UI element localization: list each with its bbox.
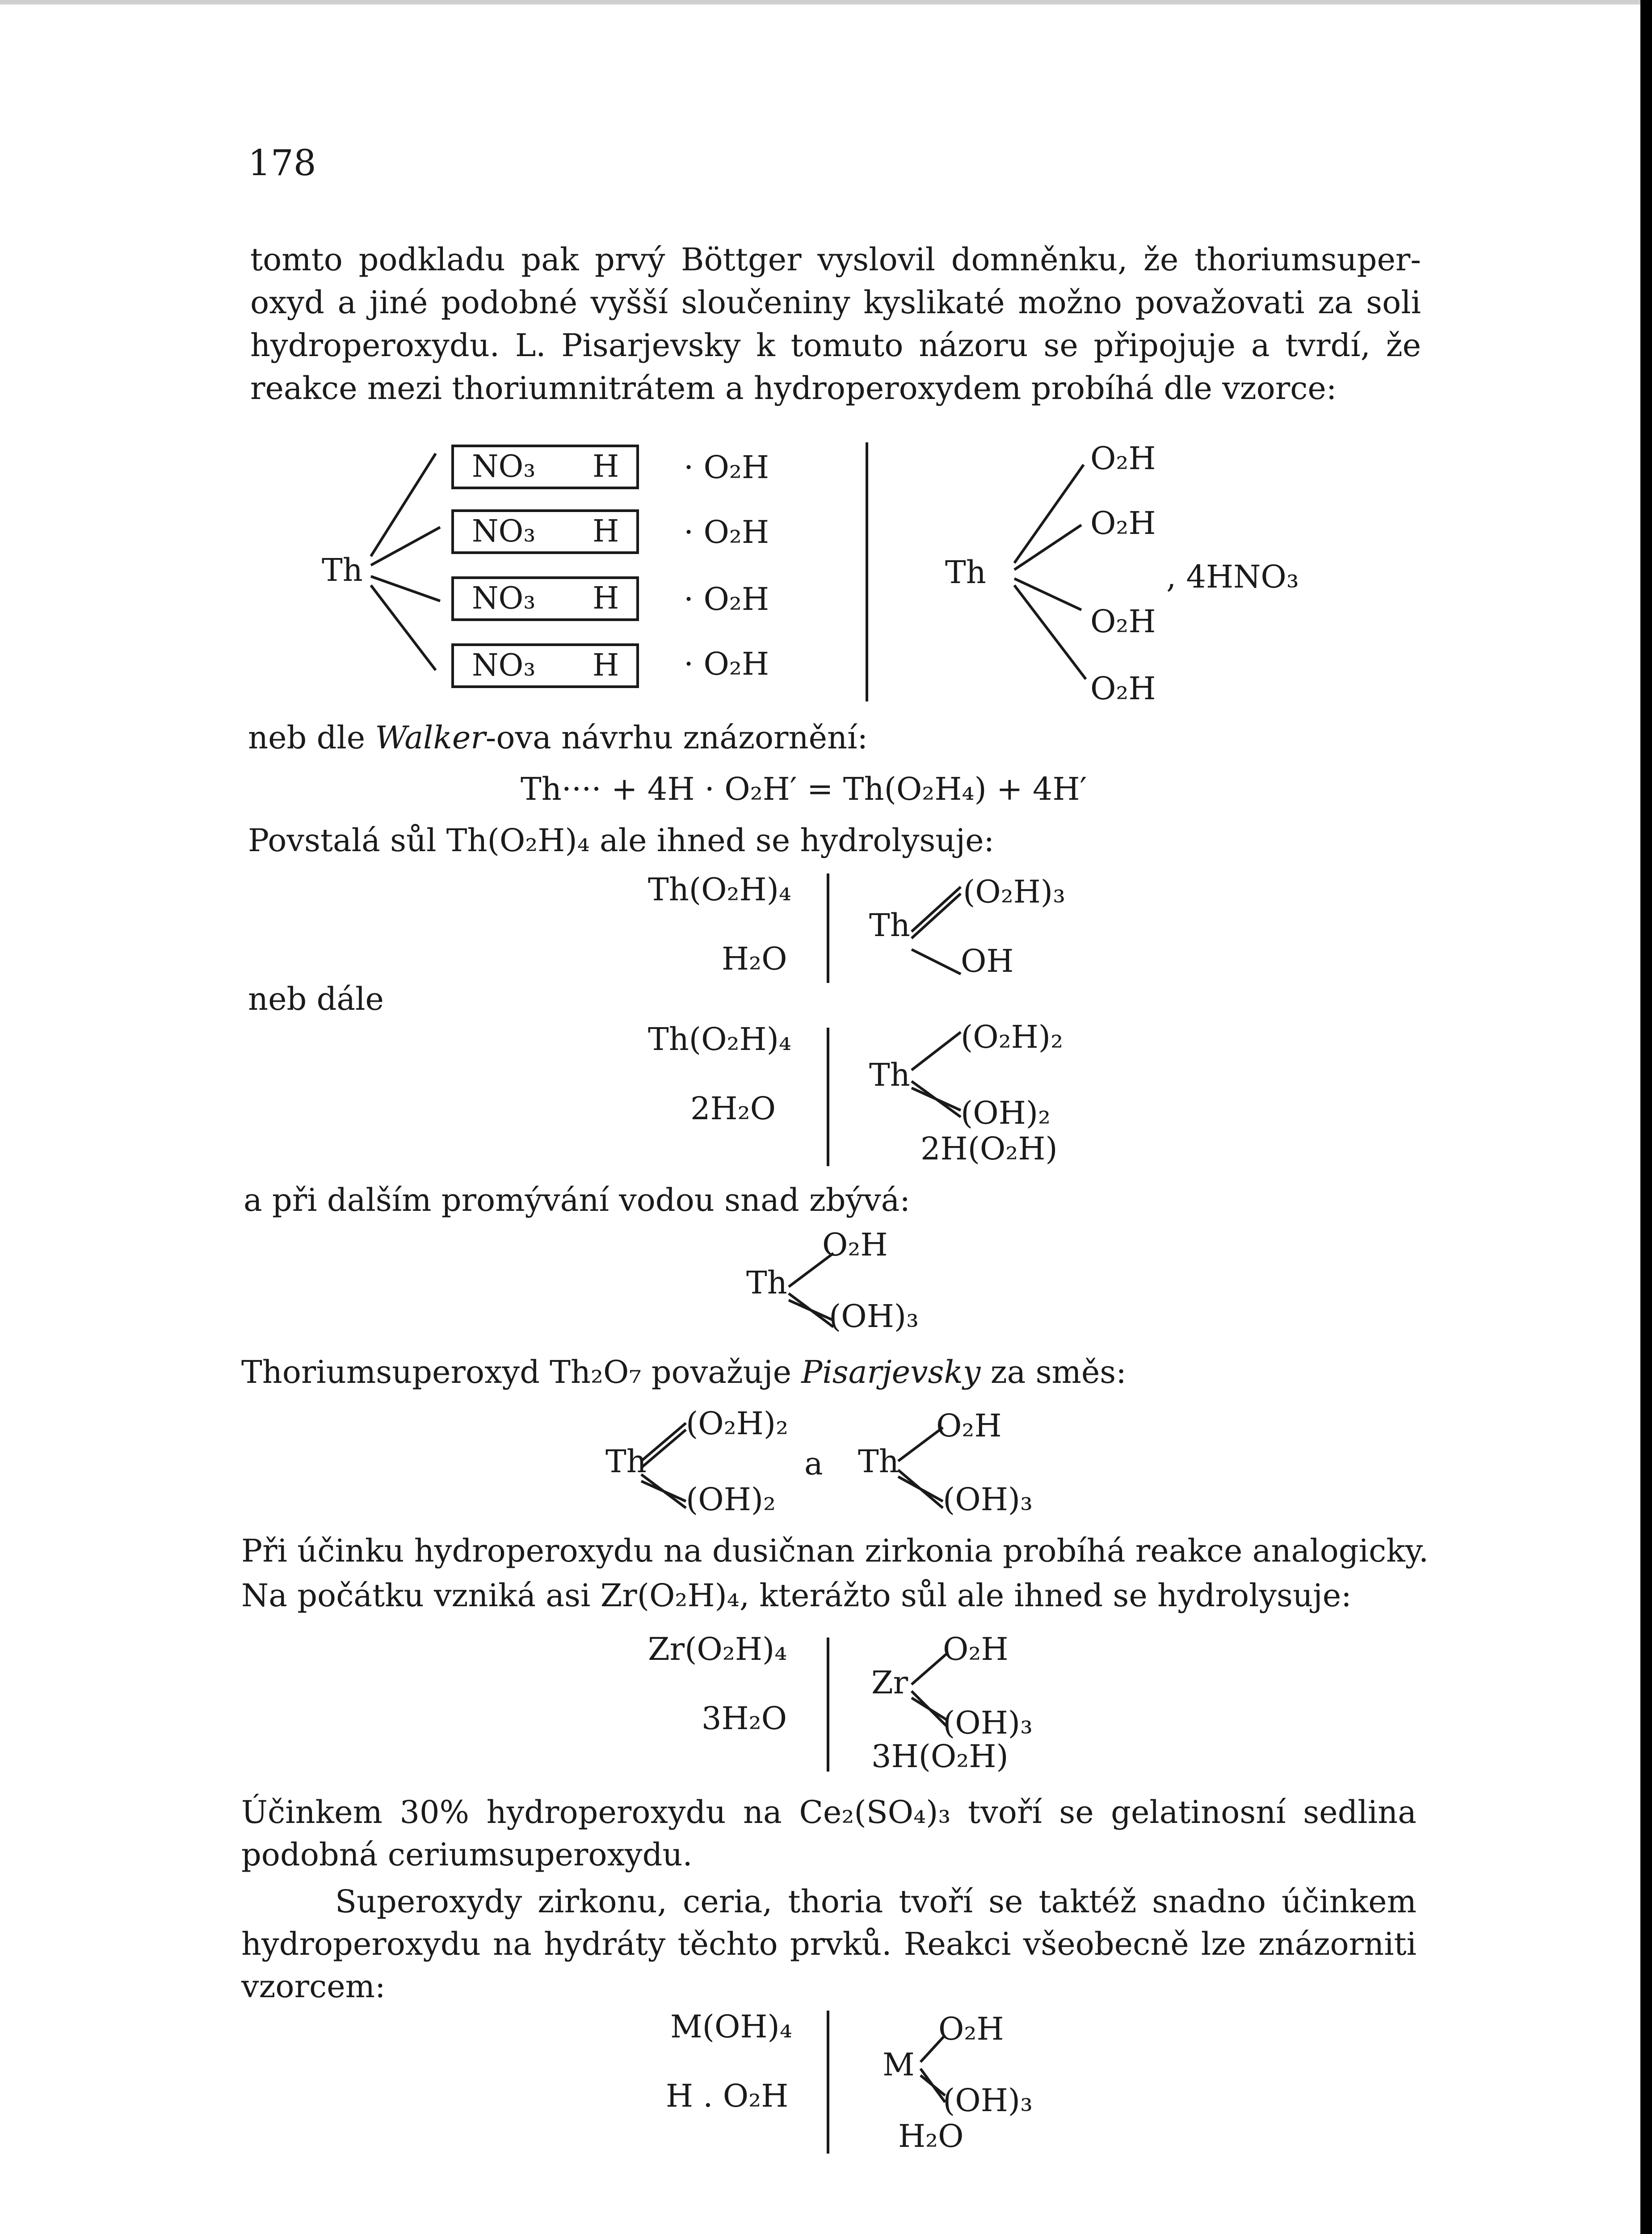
bond-line	[912, 949, 961, 974]
general-line-1: Superoxydy zirkonu, ceria, thoria tvoří se taktéž snadno účinkem	[335, 1883, 1417, 1920]
mixture-first-top: (O₂H)₂	[686, 1405, 789, 1442]
general-line-2: hydroperoxydu na hydráty těchto prvků. Reakci všeobecně lze znázorniti	[241, 1926, 1417, 1962]
neb-dale: neb dále	[248, 981, 384, 1017]
bond-line	[912, 894, 961, 938]
divider	[866, 442, 868, 701]
page-number: 178	[248, 142, 316, 184]
peroxide-group: · O₂H	[684, 514, 769, 550]
mixture-second-bottom: (OH)₃	[943, 1481, 1033, 1518]
general-top: O₂H	[938, 2011, 1004, 2047]
divider	[827, 2011, 829, 2154]
bond-line	[921, 2075, 945, 2095]
mixture-second-top: O₂H	[936, 1407, 1002, 1444]
zirconium-bottom: (OH)₃	[943, 1705, 1033, 1741]
product-group: O₂H	[1090, 440, 1156, 477]
bond-line	[1014, 579, 1081, 610]
peroxide-group: · O₂H	[684, 646, 769, 682]
hydrolysis2-left-bottom: 2H₂O	[690, 1090, 776, 1127]
paragraph-line-4: reakce mezi thoriumnitrátem a hydroperoxydem probíhá dle vzorce:	[250, 370, 1337, 407]
bond-line	[641, 1430, 686, 1468]
walker-name: Walker	[375, 719, 486, 756]
nitrate-box	[451, 643, 639, 688]
bond-line	[789, 1300, 833, 1320]
paragraph-line-2: oxyd a jiné podobné vyšší sloučeniny kyslikaté možno považovati za soli	[250, 284, 1421, 321]
product-group: O₂H	[1090, 505, 1156, 542]
mixture-first-bottom: (OH)₂	[686, 1481, 776, 1518]
hydrogen-label: H	[593, 449, 619, 484]
superoxide-name: Pisarjevsky	[801, 1354, 981, 1390]
walker-intro	[248, 719, 868, 756]
nitrate-box	[451, 445, 639, 489]
zirconium-left-top: Zr(O₂H)₄	[648, 1631, 787, 1667]
nitrate-label: NO₃	[472, 449, 536, 484]
superoxide-pre: Thoriumsuperoxyd Th₂O₇ považuje	[241, 1354, 802, 1390]
paragraph-line-1: tomto podkladu pak prvý Böttger vyslovil domněnku, že thoriumsuper-	[250, 241, 1421, 278]
hydrolysis2-extra: 2H(O₂H)	[921, 1130, 1058, 1167]
scheme1-center: Th	[322, 552, 363, 588]
bond-line	[1014, 465, 1084, 563]
divider	[827, 1028, 829, 1166]
hydrogen-label: H	[593, 514, 619, 549]
product-group: O₂H	[1090, 670, 1156, 707]
general-center: M	[883, 2046, 915, 2083]
bond-line	[371, 527, 440, 565]
zirconium-center: Zr	[871, 1664, 908, 1701]
mixture-connector: a	[804, 1445, 823, 1482]
cerium-line-1: Účinkem 30% hydroperoxydu na Ce₂(SO₄)₃ tvoří se gelatinosní sedlina	[241, 1794, 1417, 1831]
bond-line	[898, 1477, 943, 1501]
zirconium-left-bottom: 3H₂O	[702, 1700, 787, 1737]
walker-post: -ova návrhu znázornění:	[485, 719, 868, 756]
hydrolysis2-left-top: Th(O₂H)₄	[648, 1021, 791, 1058]
peroxide-group: · O₂H	[684, 581, 769, 617]
residue-top: O₂H	[822, 1226, 888, 1263]
nitrate-label: NO₃	[472, 648, 536, 683]
nitrate-box	[451, 576, 639, 621]
bond-line	[912, 887, 961, 932]
bond-line	[641, 1423, 686, 1461]
residue-center: Th	[746, 1264, 787, 1301]
zirconium-line-2: Na počátku vzniká asi Zr(O₂H)₄, kterážto sůl ale ihned se hydrolysuje:	[241, 1577, 1352, 1614]
hydrolysis2-center: Th	[869, 1057, 910, 1093]
hydrolysis1-top: (O₂H)₃	[963, 873, 1066, 910]
walker-equation: Th···· + 4H · O₂H′ = Th(O₂H₄) + 4H′	[521, 771, 1087, 807]
superoxide-intro	[241, 1354, 1127, 1390]
mixture-second-center: Th	[858, 1443, 899, 1480]
bond-line	[371, 454, 436, 556]
general-bottom: (OH)₃	[943, 2082, 1033, 2119]
byproduct: , 4HNO₃	[1166, 558, 1299, 595]
general-extra: H₂O	[898, 2118, 964, 2154]
hydrolysis1-left-bottom: H₂O	[722, 941, 787, 977]
hydrogen-label: H	[593, 648, 619, 683]
mixture-first-center: Th	[605, 1443, 647, 1480]
superoxide-post: za směs:	[980, 1354, 1127, 1390]
hydrogen-label: H	[593, 581, 619, 616]
divider	[827, 873, 829, 983]
hydrolysis-intro: Povstalá sůl Th(O₂H)₄ ale ihned se hydrolysuje:	[248, 822, 995, 859]
hydrolysis1-center: Th	[869, 907, 910, 944]
zirconium-line-1: Při účinku hydroperoxydu na dusičnan zirkonia probíhá reakce analogicky.	[241, 1533, 1429, 1569]
residue-bottom: (OH)₃	[829, 1298, 919, 1335]
general-left-bottom: H . O₂H	[666, 2078, 789, 2114]
hydrolysis1-bottom: OH	[961, 943, 1014, 979]
product-group: O₂H	[1090, 603, 1156, 640]
bond-line	[641, 1481, 686, 1501]
bond-line	[1014, 585, 1086, 679]
zirconium-extra: 3H(O₂H)	[871, 1738, 1009, 1775]
divider	[827, 1638, 829, 1772]
paragraph-line-3: hydroperoxydu. L. Pisarjevsky k tomuto názoru se připojuje a tvrdí, že	[250, 327, 1421, 364]
bond-line	[912, 1032, 961, 1070]
general-left-top: M(OH)₄	[670, 2008, 792, 2045]
zirconium-top: O₂H	[943, 1631, 1009, 1667]
general-line-3: vzorcem:	[241, 1968, 386, 2005]
product-center: Th	[945, 554, 986, 591]
bond-line	[912, 1653, 947, 1684]
washing-intro: a při dalším promývání vodou snad zbývá:	[244, 1182, 910, 1218]
peroxide-group: · O₂H	[684, 449, 769, 486]
cerium-line-2: podobná ceriumsuperoxydu.	[241, 1836, 693, 1873]
hydrolysis2-top: (O₂H)₂	[961, 1019, 1064, 1055]
hydrolysis1-left-top: Th(O₂H)₄	[648, 871, 791, 908]
nitrate-box	[451, 509, 639, 554]
nitrate-label: NO₃	[472, 581, 536, 616]
bond-line	[912, 1698, 947, 1720]
nitrate-label: NO₃	[472, 514, 536, 549]
bond-line	[912, 1088, 961, 1110]
bond-line	[371, 585, 436, 670]
walker-pre: neb dle	[248, 719, 375, 756]
hydrolysis2-bottom: (OH)₂	[961, 1095, 1051, 1131]
